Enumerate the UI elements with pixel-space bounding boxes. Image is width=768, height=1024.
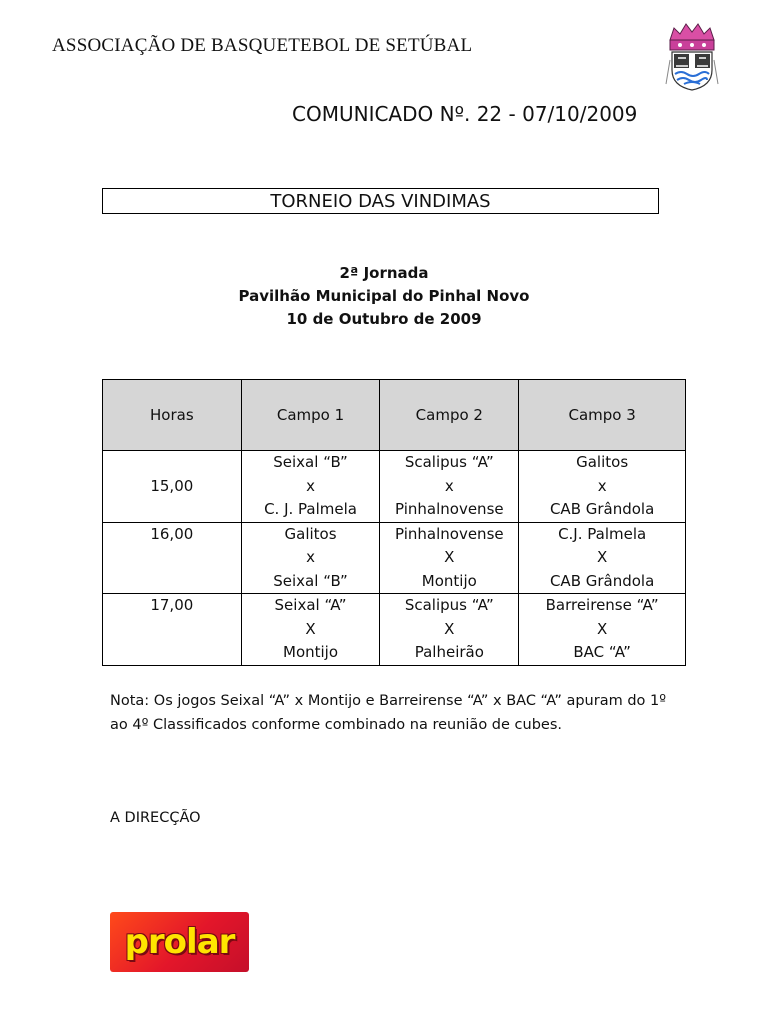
home-team: Barreirense “A” [545, 596, 659, 614]
table-row [103, 522, 686, 594]
versus: X [596, 548, 608, 566]
game-cell [241, 522, 380, 594]
versus: x [444, 476, 454, 495]
versus: X [305, 619, 316, 638]
signature: A DIRECÇÃO [110, 810, 201, 826]
versus: x [306, 476, 315, 495]
game-cell [519, 522, 686, 594]
round-label: 2ª Jornada [339, 264, 429, 282]
away-team: C. J. Palmela [264, 500, 357, 518]
versus: x [597, 476, 607, 495]
away-team: Palheirão [414, 643, 484, 661]
home-team: Scalipus “A” [404, 453, 494, 471]
home-team: C.J. Palmela [558, 524, 647, 543]
table-row [103, 594, 686, 666]
versus: X [596, 619, 608, 638]
home-team: Pinhalnovense [395, 524, 504, 543]
time-cell: 17,00 [103, 594, 242, 666]
header-campo-3: Campo 3 [519, 380, 686, 451]
date-label: 10 de Outubro de 2009 [286, 310, 482, 328]
header-campo-2: Campo 2 [380, 380, 519, 451]
home-team: Seixal “B” [273, 453, 348, 471]
sponsor-logo-text: prolar [124, 922, 235, 962]
event-info [0, 262, 768, 331]
time-cell: 16,00 [103, 522, 242, 594]
header-horas: Horas [103, 380, 242, 451]
away-team: Montijo [283, 643, 339, 661]
game-cell [519, 451, 686, 523]
away-team: Seixal “B” [273, 571, 348, 590]
away-team: BAC “A” [573, 643, 631, 661]
game-cell [241, 451, 380, 523]
schedule-table [102, 379, 686, 666]
home-team: Galitos [284, 524, 337, 543]
home-team: Scalipus “A” [404, 596, 494, 614]
game-cell [519, 594, 686, 666]
game-cell [380, 451, 519, 523]
crest-icon [664, 20, 720, 92]
sponsor-logo [110, 912, 249, 972]
game-cell [380, 594, 519, 666]
time-cell: 15,00 [103, 451, 242, 523]
table-row [103, 451, 686, 523]
schedule-header-row [103, 380, 686, 451]
venue-label: Pavilhão Municipal do Pinhal Novo [238, 287, 530, 305]
away-team: CAB Grândola [549, 500, 655, 518]
header-campo-1: Campo 1 [241, 380, 380, 451]
note-paragraph: Nota: Os jogos Seixal “A” x Montijo e Barreirense “A” x BAC “A” apuram do 1º ao 4º Classificados conforme combinado na reunião de cubes. [110, 693, 667, 733]
game-cell [380, 522, 519, 594]
away-team: Pinhalnovense [395, 500, 504, 518]
home-team: Seixal “A” [274, 596, 347, 614]
away-team: CAB Grândola [549, 571, 655, 590]
versus: X [444, 548, 455, 566]
communique-title: COMUNICADO Nº. 22 - 07/10/2009 [292, 102, 638, 126]
away-team: Montijo [421, 571, 477, 590]
tournament-title: TORNEIO DAS VINDIMAS [102, 188, 659, 214]
versus: x [306, 548, 315, 566]
home-team: Galitos [576, 453, 629, 471]
versus: X [444, 619, 455, 638]
association-name: ASSOCIAÇÃO DE BASQUETEBOL DE SETÚBAL [52, 35, 473, 56]
game-cell [241, 594, 380, 666]
